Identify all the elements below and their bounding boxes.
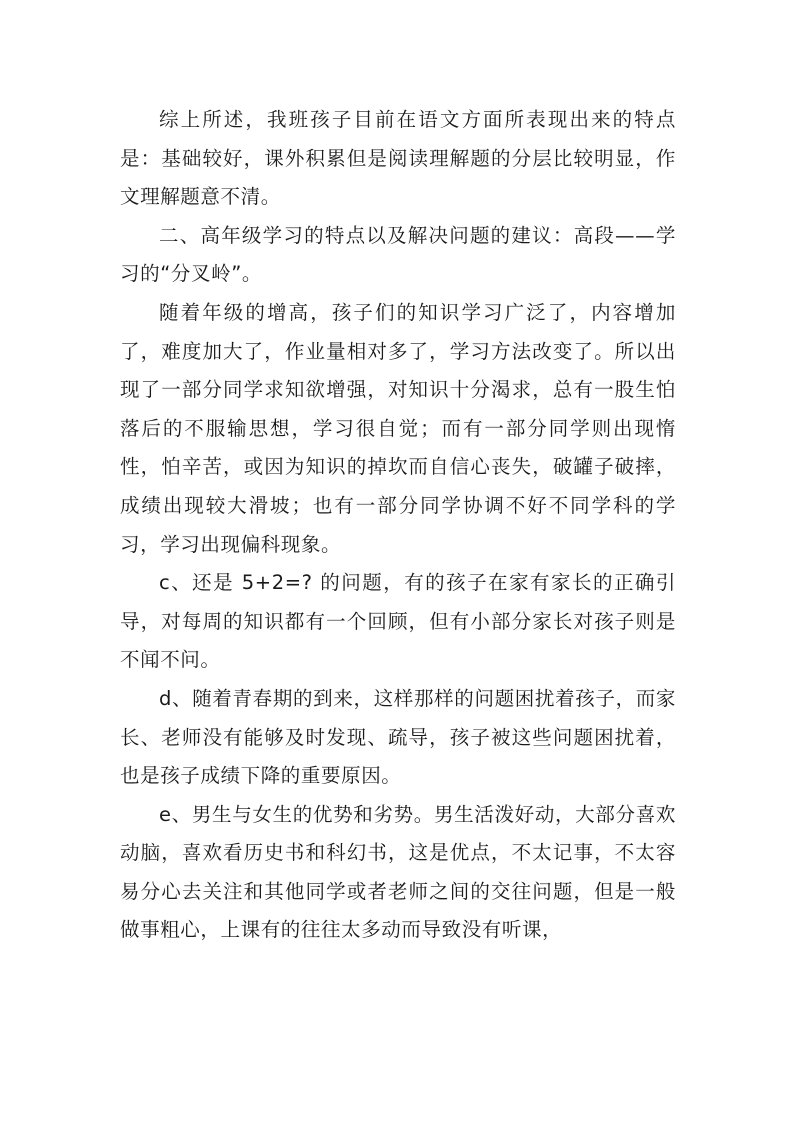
paragraph-item-d: d、随着青春期的到来，这样那样的问题困扰着孩子，而家长、老师没有能够及时发现、疏导，孩子被这些问题困扰着，也是孩子成绩下降的重要原因。	[120, 686, 676, 788]
document-body	[120, 101, 676, 950]
paragraph-item-e: e、男生与女生的优势和劣势。男生活泼好动，大部分喜欢动脑，喜欢看历史书和科幻书，这是优点，不太记事，不太容易分心去关注和其他同学或者老师之间的交往问题，但是一般做事粗心，上课有的往往太多动而导致没有听课，	[120, 802, 676, 942]
paragraph-grade-growth: 随着年级的增高，孩子们的知识学习广泛了，内容增加了，难度加大了，作业量相对多了，学习方法改变了。所以出现了一部分同学求知欲增强，对知识十分渴求，总有一股生怕落后的不服输思想，学习很自觉；而有一部分同学则出现惰性，怕辛苦，或因为知识的掉坎而自信心丧失，破罐子破摔，成绩出现较大滑坡；也有一部分同学协调不好不同学科的学习，学习出现偏科现象。	[120, 300, 676, 556]
paragraph-section-heading: 二、高年级学习的特点以及解决问题的建议：高段——学习的“分叉岭”。	[120, 223, 676, 286]
paragraph-summary: 综上所述，我班孩子目前在语文方面所表现出来的特点是：基础较好，课外积累但是阅读理解题的分层比较明显，作文理解题意不清。	[120, 108, 676, 209]
paragraph-item-c: c、还是 5+2=? 的问题，有的孩子在家有家长的正确引导，对每周的知识都有一个回顾，但有小部分家长对孩子则是不闻不问。	[120, 571, 676, 672]
